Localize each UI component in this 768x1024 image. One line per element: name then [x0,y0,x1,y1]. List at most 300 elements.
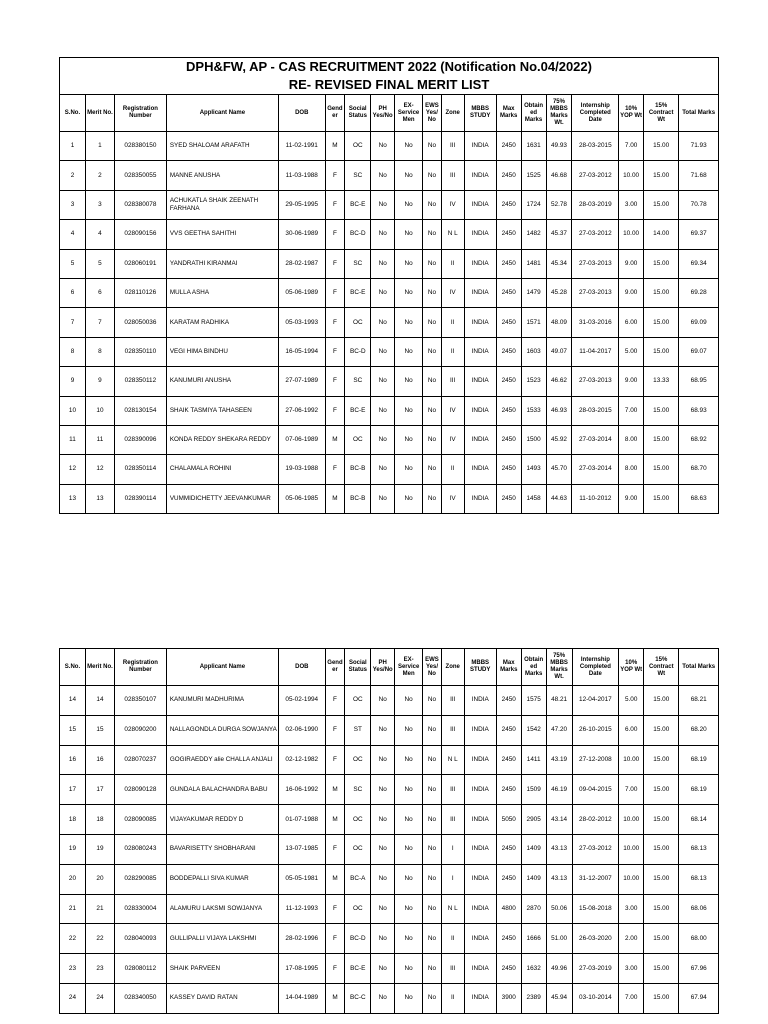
cell-registration-number: 028340050 [114,983,166,1013]
cell-ex-service-men: No [395,220,423,249]
cell-yop-wt: 3.00 [619,894,644,924]
cell-mbbs-study: INDIA [464,715,496,745]
cell-ph: No [371,308,395,337]
cell-ph: No [371,455,395,484]
cell-ex-service-men: No [395,190,423,219]
cell-contract-wt: 13.33 [644,367,679,396]
cell-merit-no: 10 [85,396,114,425]
header-applicant-name: Applicant Name [166,95,278,132]
cell-applicant-name: SYED SHALOAM ARAFATH [166,132,278,161]
cell-ex-service-men: No [395,686,423,716]
cell-mbbs-study: INDIA [464,132,496,161]
cell-gender: F [325,745,345,775]
cell-ex-service-men: No [395,745,423,775]
cell-yop-wt: 2.00 [619,924,644,954]
cell-contract-wt: 14.00 [644,220,679,249]
cell-ews: No [423,775,442,805]
cell-yop-wt: 10.00 [619,161,644,190]
cell-obtained-marks: 1458 [521,484,546,513]
cell-ews: No [423,834,442,864]
header-yop-wt: 10% YOP Wt [619,649,644,686]
cell-applicant-name: ACHUKATLA SHAIK ZEENATH FARHANA [166,190,278,219]
cell-zone: II [441,249,464,278]
table-row [60,745,719,775]
header-internship-date: Internship Completed Date [572,649,619,686]
cell-sno: 5 [60,249,86,278]
table-row [60,337,719,366]
cell-mbbs-study: INDIA [464,308,496,337]
cell-ex-service-men: No [395,894,423,924]
cell-obtained-marks: 1493 [521,455,546,484]
cell-ews: No [423,805,442,835]
cell-total-marks: 70.78 [679,190,719,219]
cell-mbbs-study: INDIA [464,425,496,454]
cell-zone: IV [441,190,464,219]
cell-registration-number: 028290085 [114,864,166,894]
cell-applicant-name: SHAIK PARVEEN [166,954,278,984]
cell-max-marks: 4800 [496,894,521,924]
header-registration-number: Registration Number [114,649,166,686]
cell-obtained-marks: 1482 [521,220,546,249]
cell-total-marks: 68.92 [679,425,719,454]
cell-internship-date: 27-03-2014 [572,425,619,454]
cell-max-marks: 2450 [496,715,521,745]
cell-gender: F [325,308,345,337]
cell-max-marks: 2450 [496,308,521,337]
cell-ph: No [371,484,395,513]
cell-ews: No [423,715,442,745]
table-row [60,894,719,924]
cell-contract-wt: 15.00 [644,249,679,278]
table-row [60,190,719,219]
cell-dob: 05-06-1985 [278,484,325,513]
header-ews: EWS Yes/ No [423,649,442,686]
cell-dob: 02-12-1982 [278,745,325,775]
cell-zone: N L [441,745,464,775]
cell-max-marks: 2450 [496,686,521,716]
cell-total-marks: 68.19 [679,775,719,805]
cell-ews: No [423,396,442,425]
cell-mbbs-study: INDIA [464,745,496,775]
cell-social-status: OC [345,894,371,924]
cell-mbbs-marks-wt: 45.70 [546,455,572,484]
table-header-row [60,95,719,132]
cell-internship-date: 15-08-2018 [572,894,619,924]
cell-max-marks: 2450 [496,745,521,775]
cell-contract-wt: 15.00 [644,396,679,425]
cell-zone: IV [441,425,464,454]
header-ews: EWS Yes/ No [423,95,442,132]
table-row [60,161,719,190]
cell-registration-number: 028350055 [114,161,166,190]
merit-list-table-2 [59,648,719,1014]
table-row [60,367,719,396]
cell-applicant-name: KARATAM RADHIKA [166,308,278,337]
cell-gender: M [325,132,345,161]
cell-internship-date: 27-03-2012 [572,834,619,864]
cell-max-marks: 2450 [496,249,521,278]
table-row [60,455,719,484]
cell-social-status: SC [345,249,371,278]
table-row [60,954,719,984]
cell-max-marks: 2450 [496,367,521,396]
cell-yop-wt: 8.00 [619,425,644,454]
cell-registration-number: 028350114 [114,455,166,484]
cell-yop-wt: 6.00 [619,308,644,337]
cell-ph: No [371,220,395,249]
cell-zone: N L [441,220,464,249]
cell-gender: F [325,337,345,366]
cell-zone: II [441,455,464,484]
cell-sno: 12 [60,455,86,484]
cell-social-status: BC-B [345,455,371,484]
cell-social-status: OC [345,308,371,337]
cell-mbbs-study: INDIA [464,484,496,513]
cell-yop-wt: 6.00 [619,715,644,745]
cell-sno: 11 [60,425,86,454]
cell-merit-no: 4 [85,220,114,249]
cell-mbbs-marks-wt: 43.14 [546,805,572,835]
header-ex-service-men: EX-Service Men [395,649,423,686]
cell-registration-number: 028130154 [114,396,166,425]
cell-sno: 9 [60,367,86,396]
cell-mbbs-marks-wt: 46.62 [546,367,572,396]
cell-ex-service-men: No [395,396,423,425]
cell-merit-no: 14 [85,686,114,716]
cell-dob: 28-02-1987 [278,249,325,278]
cell-mbbs-study: INDIA [464,455,496,484]
cell-dob: 19-03-1988 [278,455,325,484]
table-row [60,249,719,278]
cell-social-status: BC-A [345,864,371,894]
cell-social-status: BC-E [345,396,371,425]
cell-gender: F [325,455,345,484]
cell-dob: 11-02-1991 [278,132,325,161]
cell-ph: No [371,367,395,396]
cell-ph: No [371,132,395,161]
cell-ph: No [371,278,395,307]
cell-social-status: BC-E [345,278,371,307]
cell-max-marks: 2450 [496,396,521,425]
cell-mbbs-marks-wt: 49.96 [546,954,572,984]
cell-mbbs-marks-wt: 45.92 [546,425,572,454]
cell-dob: 28-02-1996 [278,924,325,954]
cell-mbbs-study: INDIA [464,805,496,835]
cell-gender: F [325,249,345,278]
cell-contract-wt: 15.00 [644,161,679,190]
header-obtained-marks: Obtain ed Marks [521,649,546,686]
cell-yop-wt: 5.00 [619,686,644,716]
cell-contract-wt: 15.00 [644,484,679,513]
cell-registration-number: 028080112 [114,954,166,984]
cell-internship-date: 27-03-2012 [572,161,619,190]
cell-obtained-marks: 1632 [521,954,546,984]
cell-total-marks: 67.94 [679,983,719,1013]
cell-contract-wt: 15.00 [644,834,679,864]
cell-ex-service-men: No [395,834,423,864]
cell-obtained-marks: 2870 [521,894,546,924]
cell-gender: F [325,954,345,984]
cell-applicant-name: MULLA ASHA [166,278,278,307]
cell-sno: 1 [60,132,86,161]
header-total-marks: Total Marks [679,95,719,132]
cell-max-marks: 2450 [496,834,521,864]
cell-zone: II [441,983,464,1013]
cell-obtained-marks: 1509 [521,775,546,805]
cell-merit-no: 21 [85,894,114,924]
cell-mbbs-study: INDIA [464,190,496,219]
cell-total-marks: 68.00 [679,924,719,954]
cell-social-status: OC [345,132,371,161]
cell-mbbs-study: INDIA [464,161,496,190]
cell-social-status: BC-D [345,337,371,366]
cell-total-marks: 68.70 [679,455,719,484]
cell-dob: 14-04-1989 [278,983,325,1013]
cell-sno: 4 [60,220,86,249]
cell-dob: 13-07-1985 [278,834,325,864]
cell-contract-wt: 15.00 [644,337,679,366]
header-sno: S.No. [60,649,86,686]
cell-internship-date: 11-10-2012 [572,484,619,513]
cell-internship-date: 28-03-2019 [572,190,619,219]
cell-merit-no: 23 [85,954,114,984]
cell-total-marks: 69.07 [679,337,719,366]
cell-total-marks: 67.96 [679,954,719,984]
header-max-marks: Max Marks [496,95,521,132]
header-yop-wt: 10% YOP Wt [619,95,644,132]
cell-ews: No [423,161,442,190]
cell-applicant-name: VEGI HIMA BINDHU [166,337,278,366]
cell-mbbs-marks-wt: 49.07 [546,337,572,366]
cell-yop-wt: 10.00 [619,834,644,864]
cell-yop-wt: 10.00 [619,864,644,894]
cell-sno: 7 [60,308,86,337]
table-body-2 [60,686,719,1014]
cell-gender: F [325,161,345,190]
cell-merit-no: 22 [85,924,114,954]
cell-zone: III [441,954,464,984]
cell-ph: No [371,686,395,716]
cell-mbbs-marks-wt: 46.93 [546,396,572,425]
cell-obtained-marks: 1481 [521,249,546,278]
cell-merit-no: 9 [85,367,114,396]
cell-mbbs-marks-wt: 43.19 [546,745,572,775]
cell-dob: 27-07-1989 [278,367,325,396]
cell-ph: No [371,775,395,805]
cell-dob: 02-06-1990 [278,715,325,745]
cell-ph: No [371,864,395,894]
header-total-marks: Total Marks [679,649,719,686]
table-row [60,220,719,249]
cell-ex-service-men: No [395,337,423,366]
cell-mbbs-study: INDIA [464,278,496,307]
cell-obtained-marks: 1500 [521,425,546,454]
cell-applicant-name: KASSEY DAVID RATAN [166,983,278,1013]
cell-total-marks: 68.95 [679,367,719,396]
cell-mbbs-marks-wt: 43.13 [546,834,572,864]
cell-dob: 29-05-1995 [278,190,325,219]
cell-yop-wt: 7.00 [619,132,644,161]
cell-ex-service-men: No [395,425,423,454]
cell-obtained-marks: 1575 [521,686,546,716]
cell-sno: 3 [60,190,86,219]
cell-sno: 21 [60,894,86,924]
cell-mbbs-study: INDIA [464,337,496,366]
cell-merit-no: 16 [85,745,114,775]
cell-yop-wt: 9.00 [619,484,644,513]
cell-obtained-marks: 1603 [521,337,546,366]
cell-contract-wt: 15.00 [644,190,679,219]
cell-mbbs-study: INDIA [464,775,496,805]
header-social-status: Social Status [345,95,371,132]
cell-obtained-marks: 1411 [521,745,546,775]
cell-registration-number: 028090200 [114,715,166,745]
cell-dob: 05-02-1994 [278,686,325,716]
cell-internship-date: 27-03-2012 [572,220,619,249]
cell-registration-number: 028040093 [114,924,166,954]
cell-registration-number: 028070237 [114,745,166,775]
subtitle-line: RE- REVISED FINAL MERIT LIST [288,77,490,92]
cell-dob: 05-06-1989 [278,278,325,307]
cell-registration-number: 028080243 [114,834,166,864]
cell-applicant-name: GOGIRAEDDY alie CHALLA ANJALI [166,745,278,775]
cell-ews: No [423,924,442,954]
cell-mbbs-study: INDIA [464,686,496,716]
cell-gender: F [325,924,345,954]
cell-ph: No [371,249,395,278]
cell-total-marks: 68.13 [679,834,719,864]
cell-total-marks: 69.34 [679,249,719,278]
table-row [60,983,719,1013]
cell-applicant-name: ALAMURU LAKSMI SOWJANYA [166,894,278,924]
cell-contract-wt: 15.00 [644,924,679,954]
cell-gender: F [325,894,345,924]
cell-ews: No [423,425,442,454]
cell-yop-wt: 5.00 [619,337,644,366]
cell-obtained-marks: 1409 [521,864,546,894]
cell-yop-wt: 8.00 [619,455,644,484]
cell-contract-wt: 15.00 [644,775,679,805]
cell-ph: No [371,954,395,984]
cell-gender: F [325,190,345,219]
cell-mbbs-study: INDIA [464,924,496,954]
cell-gender: M [325,983,345,1013]
cell-merit-no: 11 [85,425,114,454]
header-ph: PH Yes/No [371,95,395,132]
cell-ews: No [423,686,442,716]
cell-obtained-marks: 1724 [521,190,546,219]
cell-contract-wt: 15.00 [644,425,679,454]
cell-ews: No [423,308,442,337]
cell-max-marks: 2450 [496,954,521,984]
cell-obtained-marks: 1479 [521,278,546,307]
cell-registration-number: 028390114 [114,484,166,513]
cell-obtained-marks: 1533 [521,396,546,425]
cell-contract-wt: 15.00 [644,715,679,745]
cell-mbbs-study: INDIA [464,954,496,984]
cell-zone: IV [441,484,464,513]
cell-registration-number: 028110126 [114,278,166,307]
header-contract-wt: 15% Contract Wt [644,95,679,132]
cell-zone: III [441,161,464,190]
cell-registration-number: 028380078 [114,190,166,219]
cell-merit-no: 12 [85,455,114,484]
cell-social-status: OC [345,745,371,775]
cell-obtained-marks: 1631 [521,132,546,161]
cell-merit-no: 5 [85,249,114,278]
cell-max-marks: 2450 [496,161,521,190]
header-social-status: Social Status [345,649,371,686]
cell-sno: 13 [60,484,86,513]
cell-dob: 07-06-1989 [278,425,325,454]
header-zone: Zone [441,95,464,132]
table-row [60,686,719,716]
table-row [60,924,719,954]
cell-applicant-name: SHAIK TASMIYA TAHASEEN [166,396,278,425]
cell-internship-date: 27-03-2013 [572,367,619,396]
cell-applicant-name: YANDRATHI KIRANMAI [166,249,278,278]
cell-mbbs-study: INDIA [464,834,496,864]
table-row [60,805,719,835]
cell-social-status: BC-E [345,954,371,984]
cell-total-marks: 68.20 [679,715,719,745]
cell-yop-wt: 7.00 [619,396,644,425]
cell-ex-service-men: No [395,805,423,835]
cell-internship-date: 11-04-2017 [572,337,619,366]
cell-applicant-name: KANUMURI MADHURIMA [166,686,278,716]
cell-internship-date: 27-03-2013 [572,249,619,278]
cell-merit-no: 24 [85,983,114,1013]
cell-dob: 17-08-1995 [278,954,325,984]
cell-mbbs-marks-wt: 45.37 [546,220,572,249]
cell-ph: No [371,805,395,835]
cell-social-status: SC [345,161,371,190]
cell-sno: 20 [60,864,86,894]
cell-ex-service-men: No [395,308,423,337]
header-obtained-marks: Obtain ed Marks [521,95,546,132]
cell-ews: No [423,484,442,513]
table-row [60,425,719,454]
cell-contract-wt: 15.00 [644,894,679,924]
cell-applicant-name: VVS GEETHA SAHITHI [166,220,278,249]
cell-applicant-name: KANUMURI ANUSHA [166,367,278,396]
cell-max-marks: 2450 [496,220,521,249]
cell-ews: No [423,455,442,484]
cell-dob: 27-06-1992 [278,396,325,425]
cell-dob: 30-06-1989 [278,220,325,249]
table-row [60,834,719,864]
table-row [60,132,719,161]
cell-ews: No [423,894,442,924]
cell-mbbs-study: INDIA [464,864,496,894]
cell-total-marks: 68.13 [679,864,719,894]
cell-sno: 18 [60,805,86,835]
cell-internship-date: 12-04-2017 [572,686,619,716]
cell-registration-number: 028090156 [114,220,166,249]
cell-ex-service-men: No [395,161,423,190]
cell-gender: F [325,367,345,396]
cell-merit-no: 17 [85,775,114,805]
cell-ex-service-men: No [395,249,423,278]
cell-applicant-name: NALLAGONDLA DURGA SOWJANYA [166,715,278,745]
cell-ph: No [371,834,395,864]
header-ex-service-men: EX-Service Men [395,95,423,132]
cell-ph: No [371,924,395,954]
cell-registration-number: 028390096 [114,425,166,454]
cell-internship-date: 26-03-2020 [572,924,619,954]
cell-mbbs-marks-wt: 50.06 [546,894,572,924]
merit-list-table-1 [59,57,719,514]
